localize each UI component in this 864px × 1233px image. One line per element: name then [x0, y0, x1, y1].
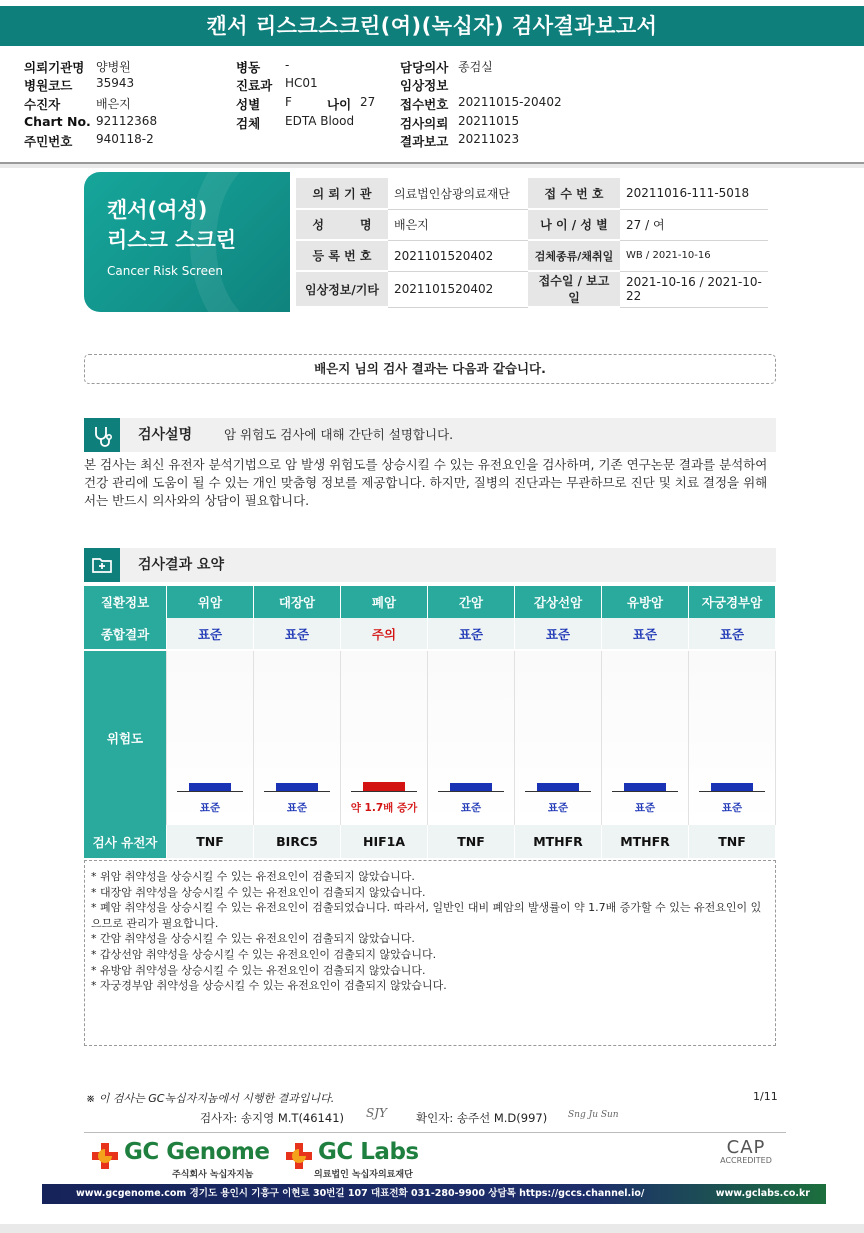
tested-gene: HIF1A: [341, 825, 428, 858]
risk-gauge: [167, 651, 253, 825]
note-line: * 유방암 취약성을 상승시킬 수 있는 유전요인이 검출되지 않았습니다.: [91, 963, 426, 977]
header-value: -: [285, 58, 290, 72]
risk-cell: [428, 651, 515, 825]
header-value: 배은지: [96, 97, 131, 111]
header-label: 성별: [236, 97, 261, 112]
patient-value: 20211016-111-5018: [620, 178, 768, 209]
summary-row-gene: [84, 825, 776, 858]
note-line: * 자궁경부암 취약성을 상승시킬 수 있는 유전요인이 검출되지 않았습니다.: [91, 979, 447, 993]
header-label: 검체: [236, 116, 261, 131]
tester-signature: SJY: [366, 1106, 387, 1120]
risk-bar: [537, 783, 579, 791]
risk-bar: [711, 783, 753, 791]
patient-value: 2021101520402: [388, 271, 528, 307]
summary-row-res: [84, 618, 776, 651]
patient-info-row: [296, 178, 768, 209]
summary-row-hd: [84, 586, 776, 618]
header-value: 940118-2: [96, 132, 154, 146]
header-value: F: [285, 95, 292, 109]
overall-result: 표준: [254, 618, 341, 651]
risk-label: 표준: [199, 802, 221, 814]
patient-value: WB / 2021-10-16: [620, 240, 768, 271]
report-page: [0, 168, 864, 1224]
note-line: * 간암 취약성을 상승시킬 수 있는 유전요인이 검출되지 않았습니다.: [91, 932, 415, 946]
footer-logos: [84, 1132, 786, 1182]
gc-genome-logo-text: GC Genome: [124, 1139, 270, 1165]
risk-gauge: [602, 651, 688, 825]
footer-site-link[interactable]: www.gclabs.co.kr: [715, 1188, 810, 1199]
risk-cell: [167, 651, 254, 825]
section-description-header: [84, 418, 776, 452]
cap-logo-text: CAP: [726, 1137, 766, 1158]
overall-result: 표준: [167, 618, 254, 651]
risk-baseline: [525, 791, 591, 792]
disease-name: 대장암: [254, 586, 341, 618]
header-value: EDTA Blood: [285, 114, 355, 128]
header-label: 검사의뢰: [400, 116, 449, 131]
tested-gene: TNF: [428, 825, 515, 858]
disease-name: 유방암: [602, 586, 689, 618]
header-label: 수진자: [24, 97, 61, 112]
disease-name: 간암: [428, 586, 515, 618]
gc-labs-sub: 의료법인 녹십자의료재단: [314, 1170, 413, 1180]
section-summary-header: [84, 548, 776, 582]
row-label: 검사 유전자: [84, 825, 167, 858]
overall-result: 주의: [341, 618, 428, 651]
patient-label: 의 뢰 기 관: [296, 178, 388, 209]
risk-gauge: [515, 651, 601, 825]
header-label: 나이: [327, 97, 352, 112]
risk-label: 표준: [634, 802, 656, 814]
patient-value: 2021101520402: [388, 240, 528, 271]
footer-bar: [42, 1184, 826, 1204]
overall-result: 표준: [689, 618, 776, 651]
risk-gauge: [689, 651, 775, 825]
risk-gauge: [428, 651, 514, 825]
overall-result: 표준: [515, 618, 602, 651]
page-number: 1/11: [753, 1090, 778, 1103]
summary-row-risk: [84, 651, 776, 825]
tested-gene: MTHFR: [602, 825, 689, 858]
brand-card: [84, 172, 290, 312]
header-label: 병원코드: [24, 78, 73, 93]
risk-bar: [450, 783, 492, 791]
description-text: 본 검사는 최신 유전자 분석기법으로 암 발생 위험도를 상승시킬 수 있는 유전요인을 검사하며, 기존 연구논문 결과를 분석하여 건강 관리에 도움이 될 수 있는 개인 맞춤형 정보를 제공합니다. 하지만, 질병의 진단과는 무관하므로 진단 및 치료 결정을 위해서는 반드시 의사와의 상담이 필요합니다.: [84, 457, 768, 508]
gc-labs-logo-text: GC Labs: [318, 1139, 419, 1165]
overall-result: 표준: [428, 618, 515, 651]
header-label: 접수번호: [400, 97, 449, 112]
tested-gene: BIRC5: [254, 825, 341, 858]
section-description-subtitle: 암 위험도 검사에 대해 간단히 설명합니다.: [224, 427, 454, 442]
brand-title-en: Cancer Risk Screen: [107, 264, 224, 278]
risk-label: 표준: [286, 802, 308, 814]
tested-gene: TNF: [689, 825, 776, 858]
row-label: 종합결과: [84, 618, 167, 651]
patient-info-row: [296, 209, 768, 240]
risk-cell: [602, 651, 689, 825]
disease-name: 갑상선암: [515, 586, 602, 618]
header-label: 담당의사: [400, 60, 449, 75]
risk-cell: [341, 651, 428, 825]
gc-genome-logo-icon: [90, 1141, 120, 1171]
risk-cell: [689, 651, 776, 825]
confirmer-signature: Sng Ju Sun: [568, 1110, 619, 1120]
section-summary-title: 검사결과 요약: [138, 557, 225, 573]
risk-bar: [363, 782, 405, 791]
risk-baseline: [177, 791, 243, 792]
patient-info-table: [296, 178, 768, 308]
patient-value: 27 / 여: [620, 209, 768, 240]
risk-label: 표준: [547, 802, 569, 814]
patient-value: 의료법인삼광의료재단: [388, 178, 528, 209]
header-value: HC01: [285, 76, 318, 90]
header-value: 20211015: [458, 114, 520, 128]
report-title-bar: [0, 0, 864, 46]
patient-label: 접 수 번 호: [528, 178, 620, 209]
footer-address: www.gcgenome.com 경기도 용인시 기흥구 이현로 30번길 107 대표전화 031-280-9900 상담톡 https://gccs.channel.io/: [76, 1188, 645, 1199]
summary-table: [84, 586, 776, 858]
header-value: 종검실: [458, 60, 493, 74]
patient-label: 임상정보/기타: [296, 271, 388, 307]
disease-name: 위암: [167, 586, 254, 618]
confirmer-name: 확인자: 송주선 M.D(997): [416, 1111, 548, 1125]
header-label: 결과보고: [400, 134, 449, 149]
risk-baseline: [438, 791, 504, 792]
patient-info-row: [296, 240, 768, 271]
header-label: 주민번호: [24, 134, 73, 149]
header-value: 20211015-20402: [458, 95, 562, 109]
header-label: 병동: [236, 60, 261, 75]
patient-label: 접수일 / 보고일: [528, 271, 620, 307]
patient-value: 2021-10-16 / 2021-10-22: [620, 271, 768, 307]
note-line: * 위암 취약성을 상승시킬 수 있는 유전요인이 검출되지 않았습니다.: [91, 870, 415, 883]
header-value: 양병원: [96, 60, 131, 74]
report-title: 캔서 리스크스크린(여)(녹십자) 검사결과보고서: [0, 6, 864, 46]
gc-genome-sub: 주식회사 녹십자지놈: [172, 1170, 254, 1180]
note-line: * 폐암 취약성을 상승시킬 수 있는 유전요인이 검출되었습니다. 따라서, 일반인 대비 폐암의 발생률이 약 1.7배 증가할 수 있는 유전요인이 있으므로 관리가 필요합니다.: [91, 901, 762, 930]
header-label: 임상정보: [400, 78, 449, 93]
patient-label: 성 명: [296, 209, 388, 240]
risk-bar: [276, 783, 318, 791]
disease-name: 폐암: [341, 586, 428, 618]
tester-name: 검사자: 송지영 M.T(46141): [200, 1111, 344, 1125]
risk-label: 표준: [460, 802, 482, 814]
brand-title-line1: 캔서(여성): [107, 198, 208, 222]
risk-gauge: [341, 651, 427, 825]
overall-result: 표준: [602, 618, 689, 651]
stethoscope-icon: [84, 418, 120, 452]
result-banner: 배은지 님의 검사 결과는 다음과 같습니다.: [84, 354, 776, 384]
gc-labs-logo-icon: [284, 1141, 314, 1171]
risk-baseline: [699, 791, 765, 792]
section-description-title: 검사설명: [138, 427, 193, 443]
disease-name: 자궁경부암: [689, 586, 776, 618]
patient-info-row: [296, 271, 768, 307]
risk-baseline: [351, 791, 417, 792]
cap-logo-sub: ACCREDITED: [720, 1156, 772, 1165]
row-label: 위험도: [84, 651, 167, 825]
risk-cell: [254, 651, 341, 825]
header-label: 의뢰기관명: [24, 60, 85, 75]
patient-label: 나 이 / 성 별: [528, 209, 620, 240]
header-value: 20211023: [458, 132, 520, 146]
note-line: * 갑상선암 취약성을 상승시킬 수 있는 유전요인이 검출되지 않았습니다.: [91, 947, 437, 961]
brand-title-line2: 리스크 스크린: [107, 228, 237, 252]
risk-label: 약 1.7배 증가: [350, 802, 418, 814]
result-notes: [84, 860, 776, 1046]
cap-accredited-logo: [706, 1137, 786, 1177]
header-value: 35943: [96, 76, 135, 90]
header-value: 27: [360, 95, 376, 109]
risk-baseline: [264, 791, 330, 792]
risk-bar: [624, 783, 666, 791]
header-label: 진료과: [236, 78, 273, 93]
folder-plus-icon: [84, 548, 120, 582]
risk-baseline: [612, 791, 678, 792]
note-line: * 대장암 취약성을 상승시킬 수 있는 유전요인이 검출되지 않았습니다.: [91, 885, 426, 899]
header-value: 92112368: [96, 114, 158, 128]
header-label: Chart No.: [24, 114, 91, 129]
risk-label: 표준: [721, 802, 743, 814]
tested-gene: TNF: [167, 825, 254, 858]
row-label: 질환정보: [84, 586, 167, 618]
risk-cell: [515, 651, 602, 825]
patient-value: 배은지: [388, 209, 528, 240]
report-header-info: [0, 46, 864, 164]
patient-label: 검체종류/채취일: [528, 240, 620, 271]
patient-label: 등 록 번 호: [296, 240, 388, 271]
risk-gauge: [254, 651, 340, 825]
footer-note: ※ 이 검사는 GC녹십자지놈에서 시행한 결과입니다.: [86, 1092, 335, 1105]
tested-gene: MTHFR: [515, 825, 602, 858]
risk-bar: [189, 783, 231, 791]
